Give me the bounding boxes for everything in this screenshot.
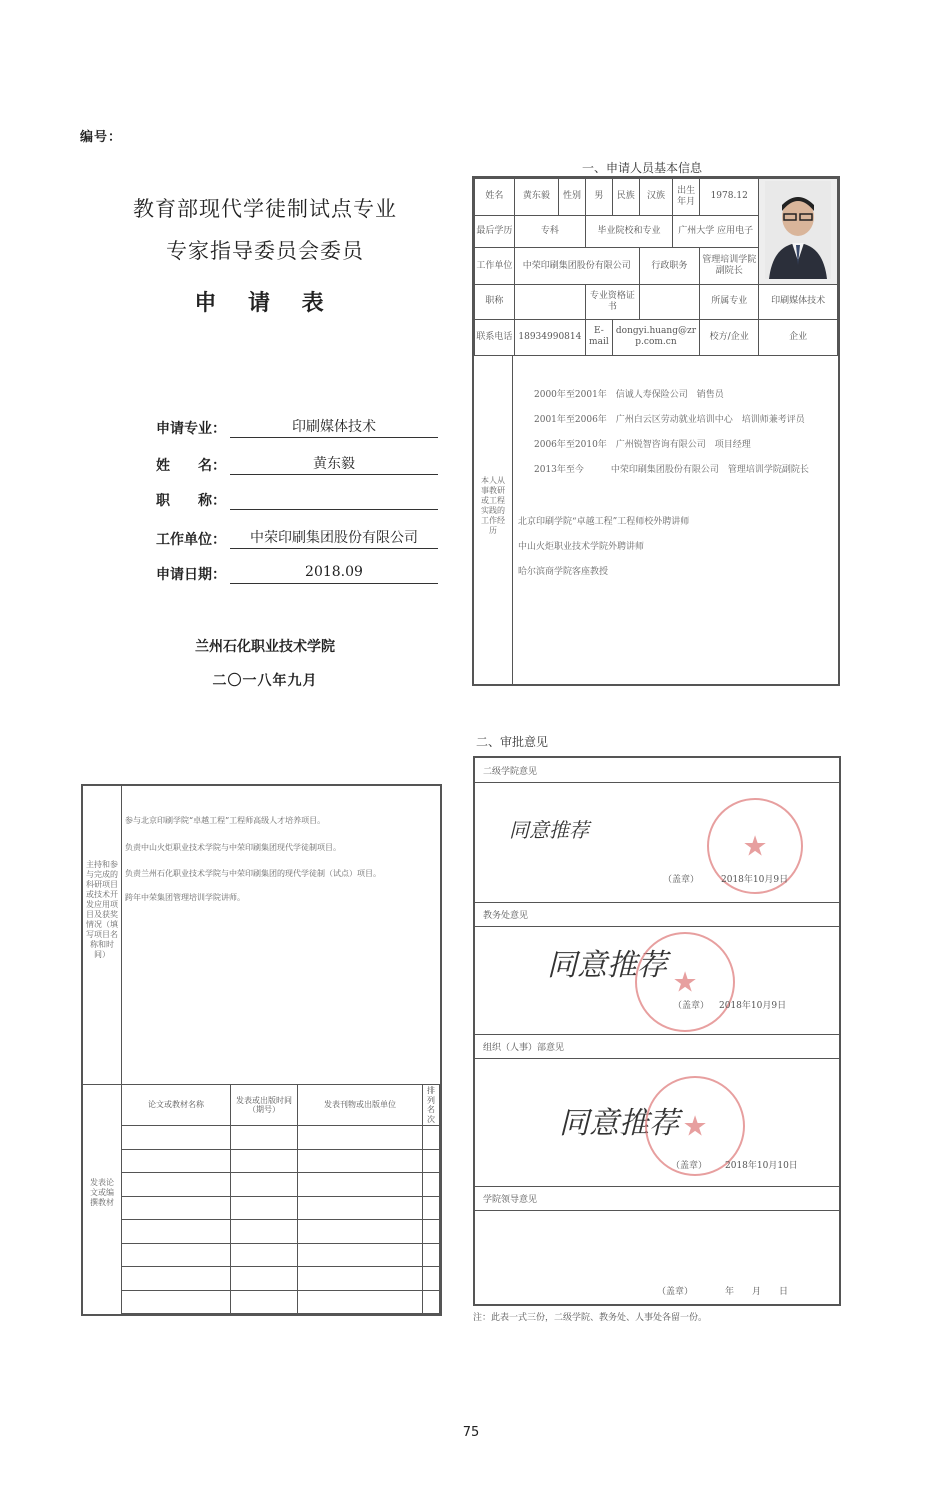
papers-cell <box>423 1196 440 1219</box>
papers-cell <box>423 1243 440 1266</box>
papers-cell <box>298 1126 423 1149</box>
papers-header: 发表刊物或出版单位 <box>298 1085 423 1126</box>
field-date <box>156 564 438 584</box>
cell: 广州大学 应用电子 <box>673 215 759 248</box>
cover-date: 二〇一八年九月 <box>212 673 318 689</box>
field-title <box>156 490 438 510</box>
papers-label: 发表论文或编撰教材 <box>90 1178 114 1207</box>
cell: 工作单位 <box>475 248 515 285</box>
cell: 行政职务 <box>639 248 699 285</box>
approval-label: 二级学院意见 <box>483 767 538 777</box>
approval-block-leadership <box>475 1210 839 1302</box>
research-item: 负责中山火炬职业技术学院与中荣印刷集团现代学徒制项目。 <box>125 843 341 852</box>
papers-cell <box>231 1196 298 1219</box>
cell <box>639 285 699 319</box>
cell: 中荣印刷集团股份有限公司 <box>514 248 639 285</box>
field-label: 申请日期： <box>156 567 226 583</box>
papers-cell <box>122 1267 231 1290</box>
approval-label: 组织（人事）部意见 <box>483 1043 565 1053</box>
approval-date: 2018年10月9日 <box>719 1001 787 1011</box>
stamp-label: （盖章） <box>663 875 700 885</box>
approval-title: 二、审批意见 <box>476 735 549 749</box>
experience-line: 2000年至2001年 信诚人寿保险公司 销售员 <box>534 390 724 400</box>
papers-cell <box>122 1220 231 1243</box>
cell: 职称 <box>475 285 515 319</box>
cell: 专业资格证书 <box>585 285 639 319</box>
person-photo-icon <box>765 181 831 279</box>
cell: 性别 <box>559 179 586 216</box>
experience-line: 2001年至2006年 广州白云区劳动就业培训中心 培训师兼考评员 <box>534 415 805 425</box>
experience-label: 本人从事教研或工程实践的工作经历 <box>481 476 505 535</box>
signature: 同意推荐 <box>559 1106 679 1141</box>
papers-cell <box>231 1149 298 1172</box>
papers-cell <box>298 1173 423 1196</box>
cell: 毕业院校和专业 <box>585 215 672 248</box>
cover-title-line1: 教育部现代学徒制试点专业 <box>133 197 397 221</box>
research-item: 参与北京印刷学院“卓越工程”工程师高级人才培养项目。 <box>125 816 326 825</box>
field-label: 职 称： <box>156 493 226 509</box>
experience-line: 北京印刷学院“卓越工程”工程师校外聘讲师 <box>518 517 690 527</box>
approval-date: 2018年10月10日 <box>725 1161 798 1171</box>
cell: 企业 <box>759 319 838 355</box>
cell: 黄东毅 <box>514 179 558 216</box>
papers-cell <box>423 1126 440 1149</box>
institution-name: 兰州石化职业技术学院 <box>195 639 335 655</box>
papers-cell <box>231 1173 298 1196</box>
approval-label-row <box>475 902 839 927</box>
cell: 管理培训学院副院长 <box>700 248 759 285</box>
basic-info-title: 一、申请人员基本信息 <box>582 161 703 175</box>
applicant-photo <box>759 179 838 285</box>
field-value <box>230 490 438 510</box>
papers-cell <box>122 1173 231 1196</box>
papers-header: 发表或出版时间（期号） <box>231 1085 298 1126</box>
experience-line: 2006年至2010年 广州锐智咨询有限公司 项目经理 <box>534 440 751 450</box>
approval-date: 年 月 日 <box>725 1287 789 1297</box>
research-item: 负责兰州石化职业技术学院与中荣印刷集团的现代学徒制（试点）项目。 <box>125 869 381 878</box>
approval-label-row <box>475 1186 839 1211</box>
stamp-label: （盖章） <box>673 1001 710 1011</box>
approval-table <box>473 756 841 1306</box>
research-label: 主持和参与完成的科研项目或技术开发应用项目及获奖情况（填写项目名称和时间） <box>86 860 118 959</box>
official-seal-icon: ★ <box>645 1076 745 1176</box>
papers-cell <box>122 1196 231 1219</box>
approval-block-academic <box>475 926 839 1035</box>
papers-cell <box>298 1196 423 1219</box>
cell: 联系电话 <box>475 319 515 355</box>
research-label-cell <box>83 786 122 1085</box>
field-label: 姓 名： <box>156 458 226 474</box>
cell: 民族 <box>612 179 639 216</box>
field-value: 黄东毅 <box>230 453 438 475</box>
research-table <box>81 784 442 1316</box>
papers-cell <box>423 1290 440 1313</box>
field-value: 中荣印刷集团股份有限公司 <box>230 527 438 549</box>
cell: 汉族 <box>639 179 672 216</box>
papers-cell <box>298 1220 423 1243</box>
cell: 18934990814 <box>514 319 585 355</box>
cell: 校方/企业 <box>700 319 759 355</box>
field-employer <box>156 527 438 549</box>
cover-title-line3: 申 请 表 <box>194 290 336 316</box>
field-label: 工作单位： <box>156 532 226 548</box>
basic-info-table <box>472 176 840 686</box>
approval-block-college <box>475 782 839 903</box>
field-name <box>156 453 438 475</box>
research-content-cell <box>121 786 440 1085</box>
serial-number-label: 编号： <box>80 130 123 145</box>
cell: 男 <box>585 179 612 216</box>
approval-label-row <box>475 1034 839 1059</box>
approval-label: 学院领导意见 <box>483 1195 538 1205</box>
field-value: 印刷媒体技术 <box>230 416 438 438</box>
papers-cell <box>231 1220 298 1243</box>
papers-header: 排列名次 <box>423 1085 440 1126</box>
papers-cell <box>122 1126 231 1149</box>
field-value: 2018.09 <box>230 564 438 584</box>
cell <box>514 285 585 319</box>
signature: 同意推荐 <box>509 818 589 842</box>
cell: 姓名 <box>475 179 515 216</box>
papers-cell <box>423 1267 440 1290</box>
experience-line: 哈尔滨商学院客座教授 <box>518 567 609 577</box>
papers-cell <box>423 1149 440 1172</box>
approval-label: 教务处意见 <box>483 911 529 921</box>
papers-cell <box>231 1267 298 1290</box>
experience-label-cell <box>474 356 513 684</box>
experience-line: 中山火炬职业技术学院外聘讲师 <box>518 542 645 552</box>
papers-cell <box>423 1220 440 1243</box>
signature: 同意推荐 <box>547 948 667 983</box>
cell: 最后学历 <box>475 215 515 248</box>
stamp-label: （盖章） <box>671 1161 708 1171</box>
papers-cell <box>231 1290 298 1313</box>
experience-line: 2013年至今 中荣印刷集团股份有限公司 管理培训学院副院长 <box>534 465 809 475</box>
field-major <box>156 416 438 438</box>
page-number: 75 <box>462 1425 480 1440</box>
stamp-label: （盖章） <box>657 1287 694 1297</box>
papers-cell <box>298 1267 423 1290</box>
papers-cell <box>122 1290 231 1313</box>
approval-label-row <box>475 758 839 783</box>
cell: E-mail <box>585 319 612 355</box>
cover-title-line2: 专家指导委员会委员 <box>166 239 364 263</box>
research-item: 跨年中荣集团管理培训学院讲师。 <box>125 893 245 902</box>
cell: 专科 <box>514 215 585 248</box>
field-label: 申请专业： <box>156 421 226 437</box>
papers-cell <box>298 1243 423 1266</box>
papers-cell <box>298 1290 423 1313</box>
papers-header: 论文或教材名称 <box>122 1085 231 1126</box>
cell: 所属专业 <box>700 285 759 319</box>
approval-date: 2018年10月9日 <box>721 875 789 885</box>
papers-cell <box>231 1243 298 1266</box>
cell: 印刷媒体技术 <box>759 285 838 319</box>
official-seal-icon: ★ <box>707 798 803 894</box>
papers-cell <box>298 1149 423 1172</box>
papers-cell <box>122 1149 231 1172</box>
cell: dongyi.huang@zrp.com.cn <box>612 319 699 355</box>
papers-table <box>121 1084 440 1314</box>
footnote: 注：此表一式三份，二级学院、教务处、人事处各留一份。 <box>473 1313 708 1323</box>
papers-label-cell <box>83 1084 122 1314</box>
cell: 出生年月 <box>673 179 700 216</box>
papers-cell <box>423 1173 440 1196</box>
papers-cell <box>122 1243 231 1266</box>
cell: 1978.12 <box>700 179 759 216</box>
official-seal-icon: ★ <box>635 932 735 1032</box>
papers-cell <box>231 1126 298 1149</box>
approval-block-hr <box>475 1058 839 1187</box>
